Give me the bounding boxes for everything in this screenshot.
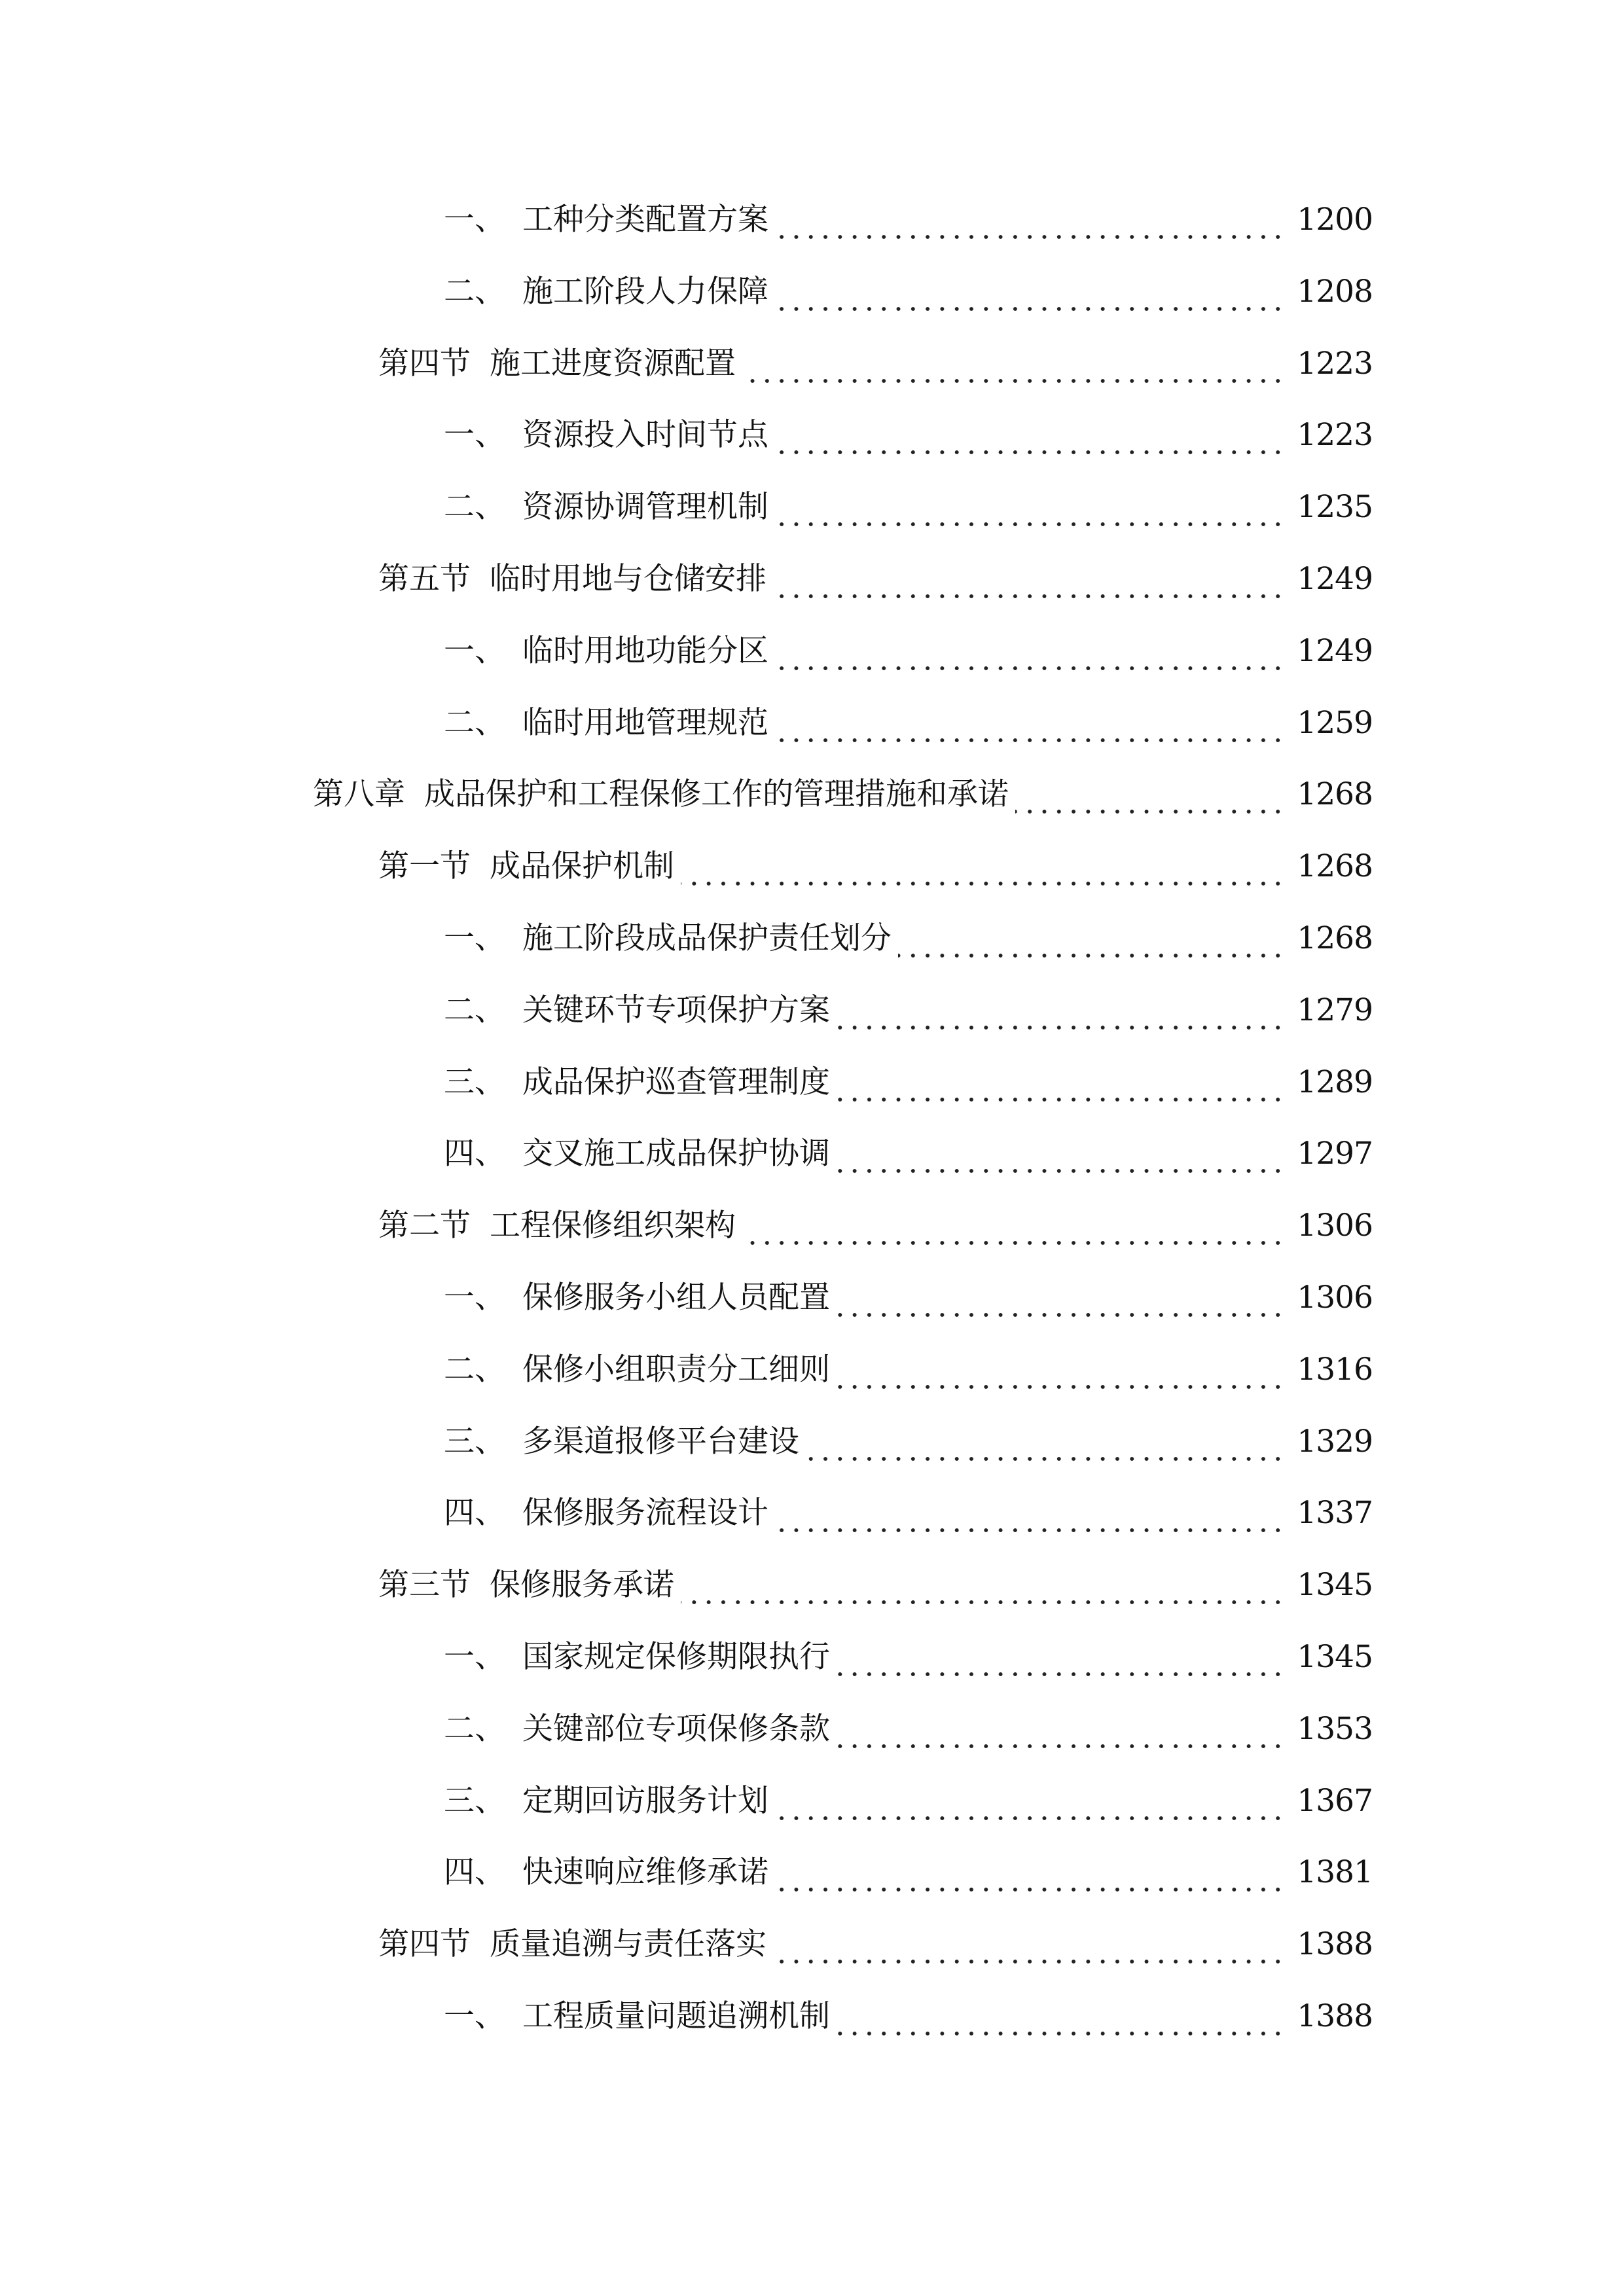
toc-entry-number: 第三节 xyxy=(378,1567,471,1603)
toc-entry-number: 三、 xyxy=(444,1424,505,1460)
toc-entry-page: 1279 xyxy=(1297,992,1373,1028)
dot-leader xyxy=(837,1990,1285,2043)
dot-leader xyxy=(775,697,1285,749)
toc-entry-title: 多渠道报修平台建设 xyxy=(522,1424,799,1460)
toc-entry[interactable] xyxy=(444,984,1373,1037)
toc-entry-title: 快速响应维修承诺 xyxy=(522,1854,768,1890)
toc-entry-number: 一、 xyxy=(444,920,505,956)
toc-entry-page: 1353 xyxy=(1297,1711,1373,1747)
toc-entry[interactable] xyxy=(444,1272,1373,1324)
toc-entry-page: 1367 xyxy=(1297,1783,1373,1819)
dot-leader xyxy=(775,194,1285,246)
toc-entry[interactable] xyxy=(444,194,1373,246)
toc-entry-page: 1259 xyxy=(1297,705,1373,741)
toc-entry-title: 工程质量问题追溯机制 xyxy=(522,1998,830,2034)
dot-leader xyxy=(837,984,1285,1037)
toc-entry[interactable] xyxy=(444,1775,1373,1827)
toc-entry[interactable] xyxy=(378,553,1373,605)
dot-leader xyxy=(837,1344,1285,1396)
toc-entry-title: 成品保护巡查管理制度 xyxy=(522,1064,830,1100)
dot-leader xyxy=(837,1056,1285,1109)
toc-entry-page: 1388 xyxy=(1297,1998,1373,2034)
toc-entry-title: 保修服务流程设计 xyxy=(522,1495,768,1531)
toc-entry-page: 1268 xyxy=(1297,920,1373,956)
toc-entry-page: 1268 xyxy=(1297,776,1373,812)
toc-entry-number: 三、 xyxy=(444,1064,505,1100)
dot-leader xyxy=(837,1272,1285,1324)
toc-entry[interactable] xyxy=(444,1416,1373,1468)
dot-leader xyxy=(773,1918,1285,1971)
toc-entry-page: 1223 xyxy=(1297,417,1373,453)
dot-leader xyxy=(775,625,1285,677)
toc-entry-page: 1268 xyxy=(1297,848,1373,884)
toc-entry-page: 1306 xyxy=(1297,1280,1373,1316)
dot-leader xyxy=(1015,768,1285,821)
toc-entry-title: 保修服务承诺 xyxy=(490,1567,674,1603)
toc-entry-number: 二、 xyxy=(444,274,505,310)
toc-entry-page: 1337 xyxy=(1297,1495,1373,1531)
dot-leader xyxy=(837,1631,1285,1683)
toc-entry-number: 第四节 xyxy=(378,1926,471,1962)
toc-entry-page: 1329 xyxy=(1297,1424,1373,1460)
toc-entry-number: 第五节 xyxy=(378,561,471,597)
toc-entry-number: 一、 xyxy=(444,1639,505,1675)
dot-leader xyxy=(775,409,1285,461)
toc-entry-number: 三、 xyxy=(444,1783,505,1819)
toc-entry[interactable] xyxy=(444,1703,1373,1755)
toc-entry-number: 四、 xyxy=(444,1495,505,1531)
dot-leader xyxy=(806,1416,1285,1468)
toc-entry-title: 临时用地与仓储安排 xyxy=(490,561,767,597)
dot-leader xyxy=(742,1200,1285,1252)
toc-entry-title: 临时用地管理规范 xyxy=(522,705,768,741)
dot-leader xyxy=(898,912,1285,965)
dot-leader xyxy=(775,481,1285,533)
toc-entry-page: 1235 xyxy=(1297,489,1373,525)
toc-entry[interactable] xyxy=(378,338,1373,390)
toc-entry[interactable] xyxy=(378,840,1373,893)
toc-entry-page: 1208 xyxy=(1297,274,1373,310)
toc-entry[interactable] xyxy=(444,1846,1373,1899)
toc-entry-title: 资源投入时间节点 xyxy=(522,417,768,453)
toc-entry-number: 一、 xyxy=(444,417,505,453)
toc-entry-title: 定期回访服务计划 xyxy=(522,1783,768,1819)
toc-entry-title: 资源协调管理机制 xyxy=(522,489,768,525)
toc-entry[interactable] xyxy=(444,1487,1373,1539)
toc-entry-page: 1345 xyxy=(1297,1567,1373,1603)
toc-entry[interactable] xyxy=(378,1918,1373,1971)
toc-entry-number: 一、 xyxy=(444,1280,505,1316)
toc-entry-number: 二、 xyxy=(444,705,505,741)
toc-entry-number: 一、 xyxy=(444,1998,505,2034)
toc-entry[interactable] xyxy=(444,481,1373,533)
toc-entry[interactable] xyxy=(444,1056,1373,1109)
dot-leader xyxy=(775,1775,1285,1827)
toc-entry[interactable] xyxy=(444,912,1373,965)
toc-entry-page: 1249 xyxy=(1297,561,1373,597)
dot-leader xyxy=(775,1487,1285,1539)
toc-entry-title: 国家规定保修期限执行 xyxy=(522,1639,830,1675)
toc-entry-title: 关键部位专项保修条款 xyxy=(522,1711,830,1747)
toc-entry-title: 质量追溯与责任落实 xyxy=(490,1926,767,1962)
toc-entry[interactable] xyxy=(444,1128,1373,1180)
toc-entry-page: 1223 xyxy=(1297,346,1373,382)
toc-entry[interactable] xyxy=(444,1990,1373,2043)
toc-entry-number: 四、 xyxy=(444,1136,505,1172)
toc-entry-number: 二、 xyxy=(444,992,505,1028)
toc-entry-page: 1345 xyxy=(1297,1639,1373,1675)
toc-entry-title: 保修服务小组人员配置 xyxy=(522,1280,830,1316)
dot-leader xyxy=(742,338,1285,390)
toc-entry-number: 第四节 xyxy=(378,346,471,382)
toc-entry-title: 施工进度资源配置 xyxy=(490,346,736,382)
toc-entry[interactable] xyxy=(444,1344,1373,1396)
toc-entry-page: 1381 xyxy=(1297,1854,1373,1890)
toc-entry-number: 第一节 xyxy=(378,848,471,884)
toc-entry[interactable] xyxy=(444,625,1373,677)
dot-leader xyxy=(775,266,1285,318)
toc-entry-title: 工种分类配置方案 xyxy=(522,202,768,238)
toc-entry-page: 1316 xyxy=(1297,1352,1373,1388)
toc-entry-title: 临时用地功能分区 xyxy=(522,633,768,669)
toc-entry-number: 一、 xyxy=(444,633,505,669)
toc-entry[interactable] xyxy=(444,266,1373,318)
dot-leader xyxy=(837,1703,1285,1755)
toc-entry[interactable] xyxy=(444,409,1373,461)
toc-entry-page: 1297 xyxy=(1297,1136,1373,1172)
toc-entry-number: 四、 xyxy=(444,1854,505,1890)
toc-entry-page: 1200 xyxy=(1297,202,1373,238)
toc-entry-title: 施工阶段人力保障 xyxy=(522,274,768,310)
toc-entry-number: 二、 xyxy=(444,489,505,525)
dot-leader xyxy=(773,553,1285,605)
toc-entry-title: 关键环节专项保护方案 xyxy=(522,992,830,1028)
toc-entry-page: 1249 xyxy=(1297,633,1373,669)
toc-entry-page: 1388 xyxy=(1297,1926,1373,1962)
toc-entry[interactable] xyxy=(378,1200,1373,1252)
toc-entry[interactable] xyxy=(444,1631,1373,1683)
dot-leader xyxy=(837,1128,1285,1180)
toc-entry[interactable] xyxy=(444,697,1373,749)
toc-entry-number: 第八章 xyxy=(313,776,405,812)
dot-leader xyxy=(775,1846,1285,1899)
toc-entry-page: 1289 xyxy=(1297,1064,1373,1100)
toc-entry-title: 成品保护和工程保修工作的管理措施和承诺 xyxy=(424,776,1009,812)
toc-entry-page: 1306 xyxy=(1297,1208,1373,1244)
toc-entry-title: 成品保护机制 xyxy=(490,848,674,884)
toc-entry-title: 保修小组职责分工细则 xyxy=(522,1352,830,1388)
toc-entry[interactable] xyxy=(378,1559,1373,1611)
toc-entry[interactable] xyxy=(313,768,1373,821)
dot-leader xyxy=(681,1559,1285,1611)
dot-leader xyxy=(681,840,1285,893)
toc-entry-title: 施工阶段成品保护责任划分 xyxy=(522,920,892,956)
toc-entry-title: 交叉施工成品保护协调 xyxy=(522,1136,830,1172)
toc-entry-number: 二、 xyxy=(444,1352,505,1388)
toc-entry-number: 一、 xyxy=(444,202,505,238)
toc-entry-number: 第二节 xyxy=(378,1208,471,1244)
toc-entry-title: 工程保修组织架构 xyxy=(490,1208,736,1244)
toc-entry-number: 二、 xyxy=(444,1711,505,1747)
